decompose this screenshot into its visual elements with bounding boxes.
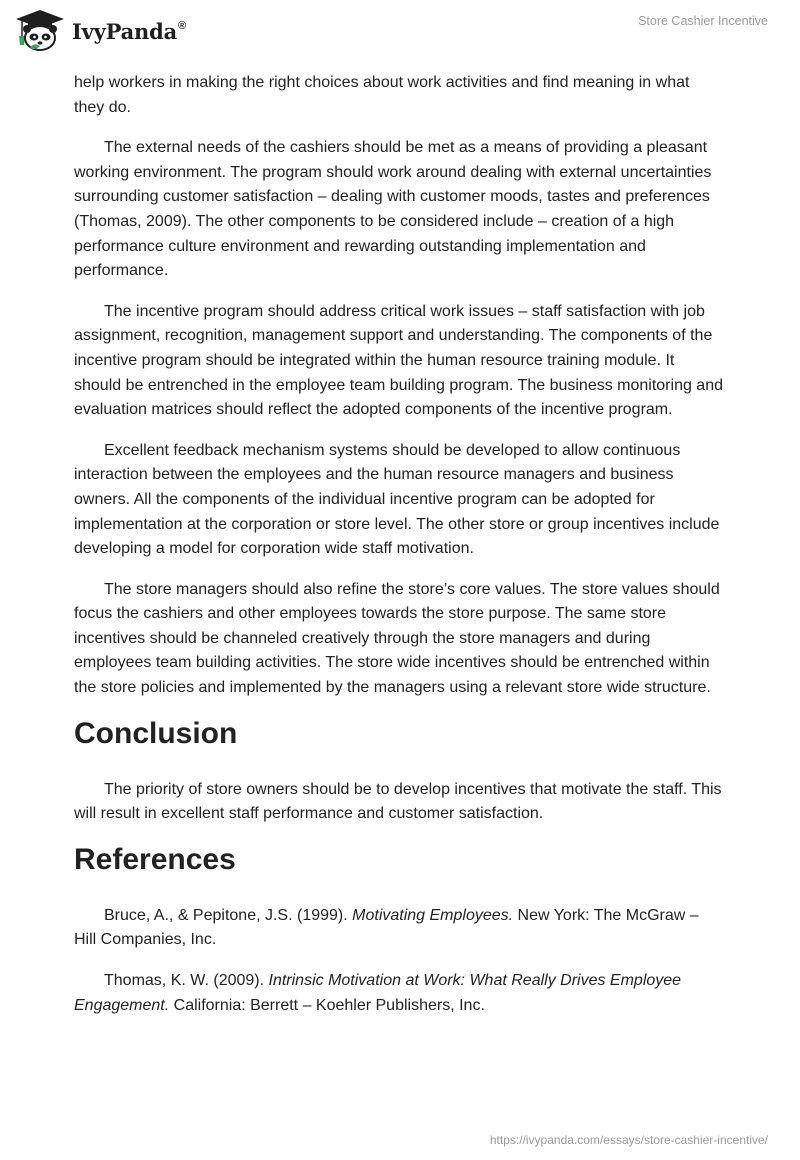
paragraph-store-values: The store managers should also refine the store’s core values. The store values should focus the cashiers and other employees towards the store purpose. The same store incentives should be channeled creatively through the store managers and during employees team building activities. The store wide incentives should be entrenched within the store policies and implemented by the managers using a relevant store wide structure. xyxy=(74,580,720,697)
reference-author: Bruce, A., & Pepitone, J.S. (1999). xyxy=(104,906,353,924)
registered-mark: ® xyxy=(178,19,186,32)
paragraph-feedback-mechanism: Excellent feedback mechanism systems should be developed to allow continuous interaction between the employees and the human resource managers and business owners. All the components of the individual incentive program can be adopted for implementation at the corporation or store level. The other store or group incentives include developing a model for corporation wide staff motivation. xyxy=(74,441,720,558)
reference-author: Thomas, K. W. (2009). xyxy=(104,972,269,990)
page-header xyxy=(0,0,800,64)
paragraph-continued: help workers in making the right choices about work activities and find meaning in what they do. xyxy=(74,74,690,116)
logo-wordmark: IvyPanda® xyxy=(72,18,186,44)
conclusion-paragraph: The priority of store owners should be to develop incentives that motivate the staff. This will result in excellent staff performance and customer satisfaction. xyxy=(74,780,722,823)
paragraph-external-needs: The external needs of the cashiers should be met as a means of providing a pleasant working environment. The program should work around dealing with external uncertainties surrounding customer satisfaction – dealing with customer moods, tastes and preferences (Thomas, 2009). The other components to be considered include – creation of a high performance culture environment and rewarding outstanding implementation and performance. xyxy=(74,139,712,280)
reference-item xyxy=(74,969,724,1018)
panda-graduate-icon xyxy=(14,8,66,52)
reference-title: Intrinsic Motivation at Work: What Really Drives Employee Engagement. xyxy=(74,972,682,1014)
reference-item xyxy=(74,904,724,953)
essay-content xyxy=(74,71,724,1034)
conclusion-heading: Conclusion xyxy=(74,716,238,750)
source-url-link[interactable]: https://ivypanda.com/essays/store-cashier-incentive/ xyxy=(489,1133,768,1147)
document-title: Store Cashier Incentive xyxy=(638,14,768,28)
reference-title: Motivating Employees. xyxy=(352,906,514,924)
ivypanda-logo[interactable] xyxy=(14,8,186,52)
paragraph-incentive-program: The incentive program should address critical work issues – staff satisfaction with job assignment, recognition, management support and understanding. The components of the incentive program should be integrated within the human resource training module. It should be entrenched in the employee team building program. The business monitoring and evaluation matrices should reflect the adopted components of the incentive program. xyxy=(74,302,723,419)
references-heading: References xyxy=(74,842,236,876)
reference-publisher: California: Berrett – Koehler Publishers, Inc. xyxy=(169,996,485,1014)
reference-publisher: New York: The McGraw – Hill Companies, Inc. xyxy=(74,906,699,949)
